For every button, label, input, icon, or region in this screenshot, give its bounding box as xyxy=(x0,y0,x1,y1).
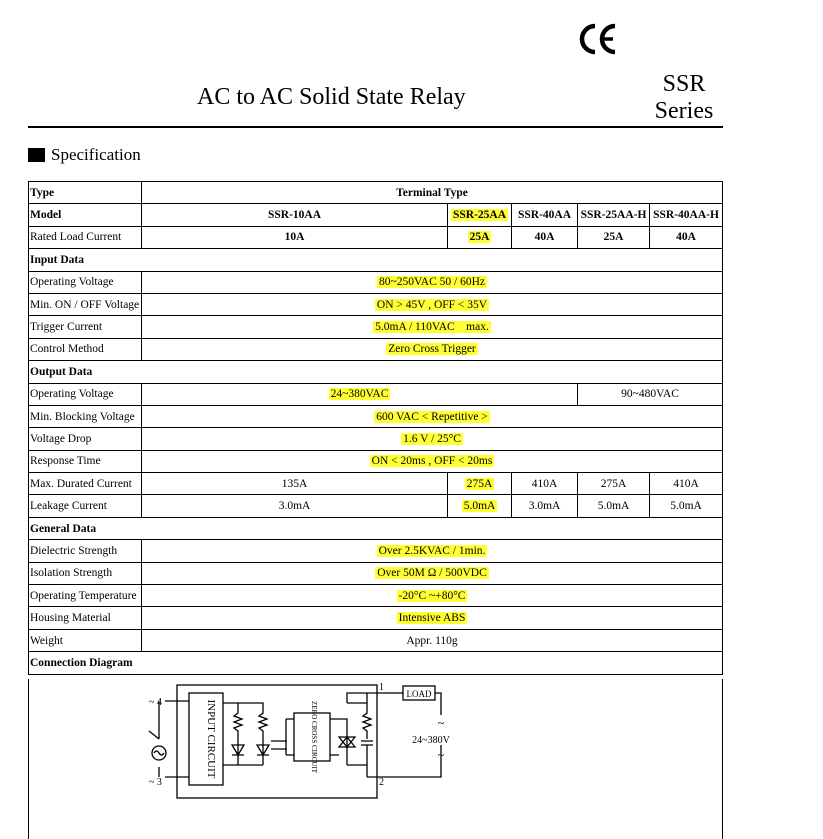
row-value: 90~480VAC xyxy=(578,383,723,405)
row-value xyxy=(142,383,578,405)
rated-load-cell: 25A xyxy=(578,226,650,248)
ce-mark-icon xyxy=(578,22,618,56)
row-label: Weight xyxy=(29,629,142,651)
connection-diagram-header xyxy=(29,652,723,674)
row-label: Max. Durated Current xyxy=(29,473,142,495)
rated-load-cell xyxy=(448,226,512,248)
rated-load-cell: 40A xyxy=(650,226,723,248)
row-value xyxy=(142,293,723,315)
response-time-row xyxy=(29,450,723,472)
voltage-drop-row xyxy=(29,428,723,450)
type-label: Type xyxy=(29,182,142,204)
weight-row xyxy=(29,629,723,651)
zero-cross-label: ZERO CROSS CIRCUIT xyxy=(310,701,318,773)
input-circuit-label: INPUT CIRCUIT xyxy=(205,699,217,779)
model-cell xyxy=(448,204,512,226)
highlight-value: Over 2.5KVAC / 1min. xyxy=(378,544,486,557)
series-label xyxy=(646,71,722,125)
highlight-value: 275A xyxy=(466,477,493,490)
highlight-value: 5.0mA xyxy=(463,500,496,513)
switch-icon xyxy=(149,731,159,739)
rated-load-highlight: 25A xyxy=(469,231,490,244)
load-label: LOAD xyxy=(406,689,432,699)
connection-diagram xyxy=(141,679,501,804)
row-label: Control Method xyxy=(29,338,142,360)
section-title: Specification xyxy=(51,145,141,164)
highlight-value: ON < 20ms , OFF < 20ms xyxy=(371,455,493,468)
load-wire xyxy=(435,693,441,715)
row-label: Isolation Strength xyxy=(29,562,142,584)
row-label: Response Time xyxy=(29,450,142,472)
tilde-bottom: ~ xyxy=(437,748,445,762)
output-operating-voltage-row xyxy=(29,383,723,405)
row-value: 5.0mA xyxy=(578,495,650,517)
highlight-value: Zero Cross Trigger xyxy=(388,343,476,356)
rated-load-row xyxy=(29,226,723,248)
row-value xyxy=(142,271,723,293)
row-value xyxy=(142,338,723,360)
model-cell: SSR-10AA xyxy=(142,204,448,226)
type-row xyxy=(29,182,723,204)
terminal-1-label: 1 xyxy=(379,682,384,693)
highlight-value: 1.6 V / 25°C xyxy=(403,432,461,445)
model-cell: SSR-40AA-H xyxy=(650,204,723,226)
series-line-1: SSR xyxy=(662,71,706,97)
row-value: 5.0mA xyxy=(650,495,723,517)
model-cell-highlight: SSR-25AA xyxy=(452,209,507,222)
general-data-header xyxy=(29,517,723,539)
row-value xyxy=(142,450,723,472)
row-value xyxy=(142,585,723,607)
row-label: Trigger Current xyxy=(29,316,142,338)
row-value: 3.0mA xyxy=(142,495,448,517)
dielectric-row xyxy=(29,540,723,562)
highlight-value: Over 50M Ω / 500VDC xyxy=(377,567,487,580)
rated-load-label: Rated Load Current xyxy=(29,226,142,248)
input-data-header xyxy=(29,249,723,271)
title-rule xyxy=(28,126,723,128)
terminal-4-label: ~ 4 xyxy=(149,697,162,708)
row-value: Appr. 110g xyxy=(142,629,723,651)
terminal-2-label: 2 xyxy=(379,777,384,788)
row-label: Min. ON / OFF Voltage xyxy=(29,293,142,315)
output-data-title: Output Data xyxy=(29,361,723,383)
max-durated-row xyxy=(29,473,723,495)
document-title: AC to AC Solid State Relay xyxy=(197,84,466,110)
row-value xyxy=(142,562,723,584)
min-blocking-row xyxy=(29,405,723,427)
isolation-row xyxy=(29,562,723,584)
row-value: 3.0mA xyxy=(512,495,578,517)
rated-load-cell: 40A xyxy=(512,226,578,248)
optocoupler-icon xyxy=(271,741,287,749)
highlight-value: 600 VAC < Repetitive > xyxy=(376,410,488,423)
model-cell: SSR-25AA-H xyxy=(578,204,650,226)
row-value xyxy=(448,495,512,517)
row-value xyxy=(142,405,723,427)
model-cell: SSR-40AA xyxy=(512,204,578,226)
tilde-top: ~ xyxy=(437,716,445,730)
trigger-current-row xyxy=(29,316,723,338)
highlight-value: 5.0mA / 110VAC max. xyxy=(375,321,489,334)
input-operating-voltage-row xyxy=(29,271,723,293)
row-value xyxy=(142,607,723,629)
general-data-title: General Data xyxy=(29,517,723,539)
triac-icon xyxy=(330,719,355,765)
section-heading xyxy=(28,145,141,165)
highlight-value: ON > 45V , OFF < 35V xyxy=(376,298,488,311)
model-row xyxy=(29,204,723,226)
row-value xyxy=(448,473,512,495)
input-data-title: Input Data xyxy=(29,249,723,271)
row-value: 275A xyxy=(578,473,650,495)
highlight-value: 24~380VAC xyxy=(330,388,389,401)
housing-material-row xyxy=(29,607,723,629)
operating-temperature-row xyxy=(29,585,723,607)
control-method-row xyxy=(29,338,723,360)
voltage-label: 24~380V xyxy=(412,735,450,746)
led-icon xyxy=(223,737,269,765)
row-label: Housing Material xyxy=(29,607,142,629)
highlight-value: 80~250VAC 50 / 60Hz xyxy=(379,276,485,289)
min-on-off-row xyxy=(29,293,723,315)
output-data-header xyxy=(29,361,723,383)
terminal-3-label: ~ 3 xyxy=(149,777,162,788)
connection-diagram-area xyxy=(28,679,723,839)
rated-load-cell: 10A xyxy=(142,226,448,248)
snubber-icon xyxy=(347,703,373,765)
leakage-current-row xyxy=(29,495,723,517)
series-line-2: Series xyxy=(654,98,714,124)
row-label: Dielectric Strength xyxy=(29,540,142,562)
type-value: Terminal Type xyxy=(142,182,723,204)
model-label: Model xyxy=(29,204,142,226)
row-label: Min. Blocking Voltage xyxy=(29,405,142,427)
highlight-value: Intensive ABS xyxy=(398,612,466,625)
row-value xyxy=(142,316,723,338)
row-value xyxy=(142,540,723,562)
row-label: Voltage Drop xyxy=(29,428,142,450)
square-bullet-icon xyxy=(28,148,45,162)
row-label: Operating Voltage xyxy=(29,271,142,293)
connection-diagram-title: Connection Diagram xyxy=(29,652,723,674)
resistor-icon xyxy=(223,703,267,737)
row-value: 410A xyxy=(512,473,578,495)
specification-table xyxy=(28,181,723,675)
row-value: 410A xyxy=(650,473,723,495)
row-label: Operating Voltage xyxy=(29,383,142,405)
row-label: Leakage Current xyxy=(29,495,142,517)
row-value xyxy=(142,428,723,450)
row-label: Operating Temperature xyxy=(29,585,142,607)
row-value: 135A xyxy=(142,473,448,495)
highlight-value: -20°C ~+80°C xyxy=(398,589,466,602)
